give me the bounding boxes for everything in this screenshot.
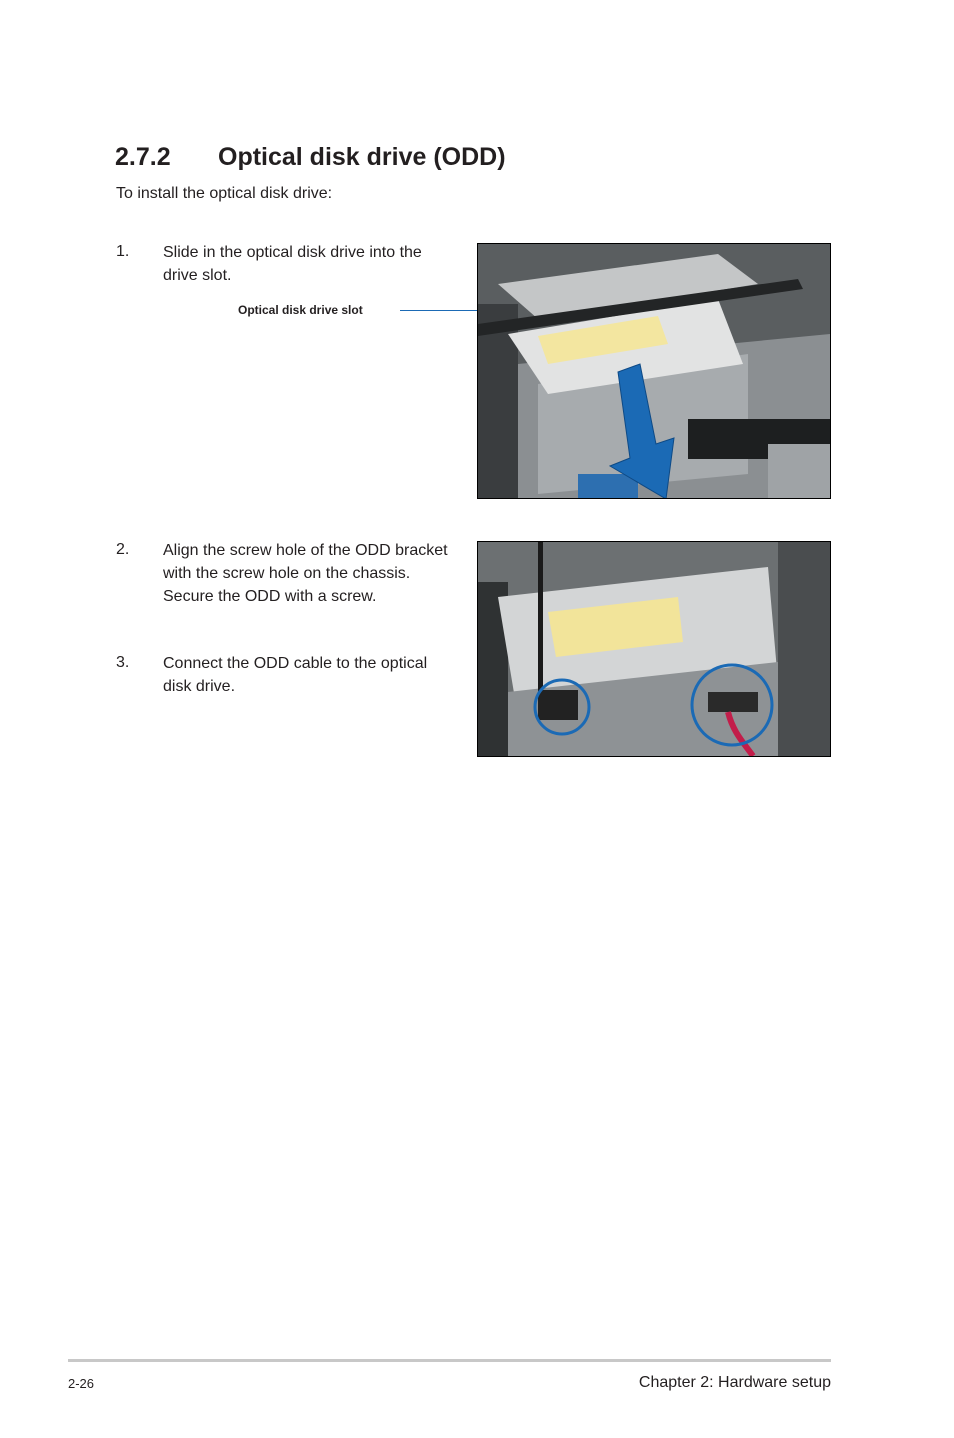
figure-odd-insertion xyxy=(477,243,831,499)
step-3-number: 3. xyxy=(116,654,130,671)
step-2-text: Align the screw hole of the ODD bracket with the screw hole on the chassis. Secure the ODD with a screw. xyxy=(163,542,448,605)
section-title: Optical disk drive (ODD) xyxy=(218,143,506,171)
section-number: 2.7.2 xyxy=(115,143,171,171)
odd-secure-illustration xyxy=(478,542,830,756)
chapter-title: Chapter 2: Hardware setup xyxy=(638,1374,831,1391)
callout-label-odd-slot: Optical disk drive slot xyxy=(238,303,363,317)
footer-rule xyxy=(68,1359,831,1362)
intro-text: To install the optical disk drive: xyxy=(116,185,333,202)
page-number: 2-26 xyxy=(68,1376,95,1391)
figure-odd-secure-and-cable xyxy=(477,541,831,757)
step-3-text: Connect the ODD cable to the optical disk drive. xyxy=(163,655,428,695)
odd-insertion-illustration xyxy=(478,244,830,498)
step-1-text: Slide in the optical disk drive into the drive slot. xyxy=(163,244,422,284)
step-2-number: 2. xyxy=(116,541,130,558)
step-1-number: 1. xyxy=(116,243,130,260)
